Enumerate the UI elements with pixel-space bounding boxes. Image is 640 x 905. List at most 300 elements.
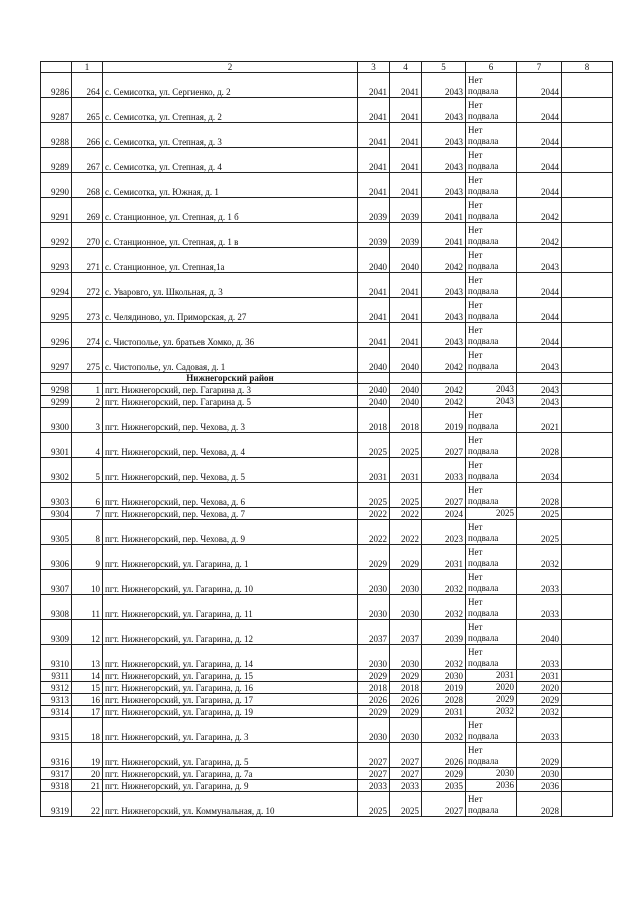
table-row xyxy=(41,620,613,645)
row-number: 14 xyxy=(72,670,103,682)
table-row xyxy=(41,73,613,98)
row-id: 9300 xyxy=(41,408,72,433)
empty-cell xyxy=(562,396,613,408)
year-cell: 2029 xyxy=(358,706,390,718)
year-cell: 2028 xyxy=(422,694,466,706)
empty-cell xyxy=(562,173,613,198)
year-cell: 2042 xyxy=(422,348,466,373)
year-cell: 2025 xyxy=(390,483,422,508)
year-cell: 2032 xyxy=(422,570,466,595)
year-cell: 2044 xyxy=(517,273,562,298)
basement-cell: 2025 xyxy=(466,508,517,520)
table-row xyxy=(41,645,613,670)
year-cell: 2027 xyxy=(390,743,422,768)
empty-cell xyxy=(562,508,613,520)
address-cell: пгт. Нижнегорский, ул. Гагарина, д. 19 xyxy=(103,706,358,718)
year-cell: 2027 xyxy=(390,768,422,780)
year-cell: 2025 xyxy=(358,433,390,458)
year-cell: 2042 xyxy=(517,198,562,223)
basement-cell: Нет подвала xyxy=(466,273,517,298)
year-cell: 2040 xyxy=(390,348,422,373)
table-row xyxy=(41,323,613,348)
address-cell: пгт. Нижнегорский, пер. Гагарина д. 5 xyxy=(103,396,358,408)
address-cell: пгт. Нижнегорский, ул. Гагарина, д. 9 xyxy=(103,780,358,792)
basement-cell: Нет подвала xyxy=(466,223,517,248)
row-id: 9305 xyxy=(41,520,72,545)
address-cell: с. Станционное, ул. Степная, д. 1 в xyxy=(103,223,358,248)
rows-before-district xyxy=(41,73,613,373)
year-cell: 2041 xyxy=(390,123,422,148)
basement-cell: Нет подвала xyxy=(466,595,517,620)
row-number: 1 xyxy=(72,384,103,396)
year-cell: 2019 xyxy=(422,408,466,433)
year-cell: 2037 xyxy=(358,620,390,645)
address-cell: пгт. Нижнегорский, пер. Чехова, д. 9 xyxy=(103,520,358,545)
empty-cell xyxy=(562,123,613,148)
header-cell: 5 xyxy=(422,62,466,73)
basement-cell: Нет подвала xyxy=(466,433,517,458)
year-cell: 2043 xyxy=(422,148,466,173)
table-row xyxy=(41,545,613,570)
year-cell: 2025 xyxy=(390,433,422,458)
empty-cell xyxy=(562,223,613,248)
address-cell: с. Семисотка, ул. Южная, д. 1 xyxy=(103,173,358,198)
year-cell: 2031 xyxy=(422,545,466,570)
year-cell: 2040 xyxy=(390,384,422,396)
year-cell: 2022 xyxy=(358,520,390,545)
empty-cell xyxy=(562,384,613,396)
address-cell: с. Семисотка, ул. Степная, д. 2 xyxy=(103,98,358,123)
year-cell: 2032 xyxy=(517,706,562,718)
table-row xyxy=(41,148,613,173)
year-cell: 2034 xyxy=(517,458,562,483)
empty-cell xyxy=(562,348,613,373)
address-cell: с. Станционное, ул. Степная, д. 1 б xyxy=(103,198,358,223)
year-cell: 2044 xyxy=(517,73,562,98)
table-row xyxy=(41,483,613,508)
row-number: 274 xyxy=(72,323,103,348)
year-cell: 2033 xyxy=(517,718,562,743)
year-cell: 2031 xyxy=(390,458,422,483)
empty-cell xyxy=(562,73,613,98)
year-cell: 2040 xyxy=(358,248,390,273)
year-cell: 2040 xyxy=(517,620,562,645)
row-number: 266 xyxy=(72,123,103,148)
year-cell: 2027 xyxy=(422,792,466,817)
year-cell: 2029 xyxy=(390,706,422,718)
row-id: 9308 xyxy=(41,595,72,620)
empty-cell xyxy=(562,198,613,223)
address-cell: пгт. Нижнегорский, пер. Чехова, д. 3 xyxy=(103,408,358,433)
empty-cell xyxy=(562,458,613,483)
year-cell: 2040 xyxy=(390,396,422,408)
table-row xyxy=(41,743,613,768)
row-number: 10 xyxy=(72,570,103,595)
basement-cell: Нет подвала xyxy=(466,148,517,173)
row-number: 275 xyxy=(72,348,103,373)
year-cell: 2043 xyxy=(422,273,466,298)
header-cell: 4 xyxy=(390,62,422,73)
address-cell: пгт. Нижнегорский, ул. Гагарина, д. 1 xyxy=(103,545,358,570)
address-cell: пгт. Нижнегорский, ул. Гагарина, д. 10 xyxy=(103,570,358,595)
row-id: 9315 xyxy=(41,718,72,743)
basement-cell: 2036 xyxy=(466,780,517,792)
year-cell: 2030 xyxy=(358,718,390,743)
empty-cell xyxy=(562,248,613,273)
row-number: 13 xyxy=(72,645,103,670)
basement-cell: Нет подвала xyxy=(466,298,517,323)
row-id: 9294 xyxy=(41,273,72,298)
year-cell: 2024 xyxy=(422,508,466,520)
row-number: 3 xyxy=(72,408,103,433)
row-id: 9314 xyxy=(41,706,72,718)
year-cell: 2033 xyxy=(517,570,562,595)
basement-cell: Нет подвала xyxy=(466,123,517,148)
row-id: 9298 xyxy=(41,384,72,396)
empty-cell xyxy=(562,694,613,706)
address-cell: пгт. Нижнегорский, ул. Гагарина, д. 15 xyxy=(103,670,358,682)
row-id: 9292 xyxy=(41,223,72,248)
year-cell: 2044 xyxy=(517,323,562,348)
year-cell: 2039 xyxy=(358,223,390,248)
row-id: 9309 xyxy=(41,620,72,645)
empty-cell xyxy=(562,323,613,348)
table-row xyxy=(41,248,613,273)
table-row xyxy=(41,348,613,373)
row-number: 4 xyxy=(72,433,103,458)
header-cell: 8 xyxy=(562,62,613,73)
basement-cell: Нет подвала xyxy=(466,570,517,595)
row-number: 20 xyxy=(72,768,103,780)
basement-cell: Нет подвала xyxy=(466,620,517,645)
basement-cell: Нет подвала xyxy=(466,645,517,670)
year-cell: 2025 xyxy=(517,520,562,545)
year-cell: 2018 xyxy=(390,408,422,433)
row-id: 9311 xyxy=(41,670,72,682)
header-cell: 1 xyxy=(72,62,103,73)
row-id: 9301 xyxy=(41,433,72,458)
row-id: 9291 xyxy=(41,198,72,223)
row-number: 269 xyxy=(72,198,103,223)
row-id: 9317 xyxy=(41,768,72,780)
address-cell: с. Семисотка, ул. Степная, д. 4 xyxy=(103,148,358,173)
empty-cell xyxy=(562,792,613,817)
year-cell: 2043 xyxy=(422,123,466,148)
basement-cell: Нет подвала xyxy=(466,483,517,508)
basement-cell: Нет подвала xyxy=(466,545,517,570)
empty-cell xyxy=(562,706,613,718)
year-cell: 2029 xyxy=(390,670,422,682)
year-cell: 2032 xyxy=(422,718,466,743)
year-cell: 2030 xyxy=(517,768,562,780)
year-cell: 2018 xyxy=(358,408,390,433)
basement-cell: Нет подвала xyxy=(466,248,517,273)
address-cell: пгт. Нижнегорский, ул. Гагарина, д. 14 xyxy=(103,645,358,670)
row-id: 9310 xyxy=(41,645,72,670)
year-cell: 2039 xyxy=(422,620,466,645)
year-cell: 2030 xyxy=(390,595,422,620)
basement-cell: Нет подвала xyxy=(466,792,517,817)
row-id: 9302 xyxy=(41,458,72,483)
year-cell: 2039 xyxy=(390,223,422,248)
empty-cell xyxy=(562,768,613,780)
year-cell: 2041 xyxy=(390,148,422,173)
row-number: 273 xyxy=(72,298,103,323)
address-cell: с. Чистополье, ул. Садовая, д. 1 xyxy=(103,348,358,373)
empty-cell xyxy=(562,780,613,792)
year-cell: 2027 xyxy=(422,483,466,508)
table-row xyxy=(41,718,613,743)
year-cell: 2023 xyxy=(422,520,466,545)
row-number: 7 xyxy=(72,508,103,520)
basement-cell: 2020 xyxy=(466,682,517,694)
year-cell: 2037 xyxy=(390,620,422,645)
year-cell: 2030 xyxy=(358,595,390,620)
row-id: 9287 xyxy=(41,98,72,123)
header-cell: 6 xyxy=(466,62,517,73)
table-row xyxy=(41,433,613,458)
empty-cell xyxy=(562,718,613,743)
basement-cell: Нет подвала xyxy=(466,348,517,373)
address-cell: пгт. Нижнегорский, ул. Гагарина, д. 7а xyxy=(103,768,358,780)
year-cell: 2029 xyxy=(517,743,562,768)
year-cell: 2031 xyxy=(517,670,562,682)
row-number: 16 xyxy=(72,694,103,706)
year-cell: 2044 xyxy=(517,148,562,173)
basement-cell: Нет подвала xyxy=(466,173,517,198)
row-number: 267 xyxy=(72,148,103,173)
row-id: 9307 xyxy=(41,570,72,595)
district-header-row xyxy=(41,373,613,384)
basement-cell: Нет подвала xyxy=(466,73,517,98)
address-cell: с. Семисотка, ул. Степная, д. 3 xyxy=(103,123,358,148)
row-id: 9290 xyxy=(41,173,72,198)
basement-cell: 2029 xyxy=(466,694,517,706)
year-cell: 2043 xyxy=(422,323,466,348)
year-cell: 2022 xyxy=(390,508,422,520)
table-row xyxy=(41,123,613,148)
basement-cell: Нет подвала xyxy=(466,323,517,348)
rows-after-district xyxy=(41,384,613,817)
row-id: 9318 xyxy=(41,780,72,792)
empty-cell xyxy=(562,433,613,458)
address-cell: пгт. Нижнегорский, ул. Гагарина, д. 11 xyxy=(103,595,358,620)
year-cell: 2041 xyxy=(358,148,390,173)
year-cell: 2043 xyxy=(517,384,562,396)
empty-cell xyxy=(562,273,613,298)
year-cell: 2026 xyxy=(390,694,422,706)
year-cell: 2025 xyxy=(358,483,390,508)
year-cell: 2044 xyxy=(517,298,562,323)
address-cell: с. Челядиново, ул. Приморская, д. 27 xyxy=(103,298,358,323)
year-cell: 2020 xyxy=(517,682,562,694)
year-cell: 2041 xyxy=(358,98,390,123)
table-row xyxy=(41,780,613,792)
table-row xyxy=(41,173,613,198)
empty-cell xyxy=(562,98,613,123)
empty-cell xyxy=(562,545,613,570)
basement-cell: Нет подвала xyxy=(466,743,517,768)
table-row xyxy=(41,792,613,817)
district-label: Нижнегорский район xyxy=(103,373,358,384)
empty-cell xyxy=(562,148,613,173)
year-cell: 2027 xyxy=(358,768,390,780)
year-cell: 2044 xyxy=(517,98,562,123)
row-number: 9 xyxy=(72,545,103,570)
empty-cell xyxy=(562,595,613,620)
year-cell: 2040 xyxy=(358,384,390,396)
row-number: 12 xyxy=(72,620,103,645)
year-cell: 2043 xyxy=(422,173,466,198)
year-cell: 2040 xyxy=(358,348,390,373)
year-cell: 2042 xyxy=(422,384,466,396)
row-number: 272 xyxy=(72,273,103,298)
basement-cell: 2043 xyxy=(466,396,517,408)
address-cell: пгт. Нижнегорский, пер. Чехова, д. 6 xyxy=(103,483,358,508)
address-cell: пгт. Нижнегорский, ул. Гагарина, д. 17 xyxy=(103,694,358,706)
row-number: 271 xyxy=(72,248,103,273)
year-cell: 2022 xyxy=(390,520,422,545)
table-row xyxy=(41,396,613,408)
year-cell: 2033 xyxy=(422,458,466,483)
table-row xyxy=(41,298,613,323)
table-row xyxy=(41,198,613,223)
table-row xyxy=(41,458,613,483)
year-cell: 2042 xyxy=(422,248,466,273)
year-cell: 2031 xyxy=(358,458,390,483)
table-row xyxy=(41,768,613,780)
row-number: 11 xyxy=(72,595,103,620)
row-number: 2 xyxy=(72,396,103,408)
basement-cell: 2031 xyxy=(466,670,517,682)
year-cell: 2041 xyxy=(358,323,390,348)
row-id: 9293 xyxy=(41,248,72,273)
row-id: 9312 xyxy=(41,682,72,694)
year-cell: 2027 xyxy=(358,743,390,768)
basement-cell: 2030 xyxy=(466,768,517,780)
year-cell: 2030 xyxy=(390,645,422,670)
basement-cell: Нет подвала xyxy=(466,98,517,123)
empty-cell xyxy=(562,483,613,508)
row-id: 9313 xyxy=(41,694,72,706)
year-cell: 2026 xyxy=(358,694,390,706)
row-number: 264 xyxy=(72,73,103,98)
basement-cell: Нет подвала xyxy=(466,718,517,743)
empty-cell xyxy=(562,620,613,645)
column-number-header xyxy=(41,62,613,73)
address-cell: с. Чистополье, ул. братьев Хомко, д. 36 xyxy=(103,323,358,348)
row-number: 17 xyxy=(72,706,103,718)
year-cell: 2043 xyxy=(422,98,466,123)
year-cell: 2040 xyxy=(390,248,422,273)
year-cell: 2042 xyxy=(517,223,562,248)
row-id: 9288 xyxy=(41,123,72,148)
year-cell: 2043 xyxy=(422,73,466,98)
year-cell: 2025 xyxy=(517,508,562,520)
address-cell: пгт. Нижнегорский, ул. Гагарина, д. 3 xyxy=(103,718,358,743)
year-cell: 2041 xyxy=(390,73,422,98)
year-cell: 2041 xyxy=(358,273,390,298)
table-row xyxy=(41,508,613,520)
table-row xyxy=(41,682,613,694)
year-cell: 2030 xyxy=(358,570,390,595)
table-row xyxy=(41,670,613,682)
empty-cell xyxy=(562,743,613,768)
housing-register-table xyxy=(40,61,613,817)
table-row xyxy=(41,223,613,248)
district-section xyxy=(41,373,613,384)
row-number: 6 xyxy=(72,483,103,508)
basement-cell: 2043 xyxy=(466,384,517,396)
row-id: 9303 xyxy=(41,483,72,508)
year-cell: 2042 xyxy=(422,396,466,408)
empty-cell xyxy=(562,520,613,545)
empty-cell xyxy=(562,670,613,682)
table-row xyxy=(41,595,613,620)
year-cell: 2030 xyxy=(422,670,466,682)
row-number: 8 xyxy=(72,520,103,545)
year-cell: 2021 xyxy=(517,408,562,433)
year-cell: 2031 xyxy=(422,706,466,718)
address-cell: пгт. Нижнегорский, пер. Чехова, д. 5 xyxy=(103,458,358,483)
year-cell: 2018 xyxy=(390,682,422,694)
row-number: 268 xyxy=(72,173,103,198)
year-cell: 2041 xyxy=(358,298,390,323)
year-cell: 2026 xyxy=(422,743,466,768)
year-cell: 2029 xyxy=(358,670,390,682)
table-row xyxy=(41,706,613,718)
year-cell: 2028 xyxy=(517,792,562,817)
year-cell: 2030 xyxy=(390,570,422,595)
year-cell: 2027 xyxy=(422,433,466,458)
address-cell: пгт. Нижнегорский, ул. Гагарина, д. 12 xyxy=(103,620,358,645)
year-cell: 2043 xyxy=(422,298,466,323)
address-cell: пгт. Нижнегорский, ул. Коммунальная, д. 10 xyxy=(103,792,358,817)
year-cell: 2032 xyxy=(517,545,562,570)
year-cell: 2025 xyxy=(358,792,390,817)
address-cell: пгт. Нижнегорский, пер. Гагарина д. 3 xyxy=(103,384,358,396)
address-cell: пгт. Нижнегорский, пер. Чехова, д. 4 xyxy=(103,433,358,458)
year-cell: 2039 xyxy=(358,198,390,223)
year-cell: 2032 xyxy=(422,595,466,620)
table-row xyxy=(41,520,613,545)
row-id: 9319 xyxy=(41,792,72,817)
year-cell: 2029 xyxy=(390,545,422,570)
header-cell: 2 xyxy=(103,62,358,73)
row-id: 9306 xyxy=(41,545,72,570)
year-cell: 2043 xyxy=(517,348,562,373)
row-id: 9304 xyxy=(41,508,72,520)
year-cell: 2025 xyxy=(390,792,422,817)
address-cell: с. Станционное, ул. Степная,1а xyxy=(103,248,358,273)
year-cell: 2043 xyxy=(517,396,562,408)
row-number: 21 xyxy=(72,780,103,792)
row-number: 19 xyxy=(72,743,103,768)
year-cell: 2033 xyxy=(517,595,562,620)
basement-cell: Нет подвала xyxy=(466,458,517,483)
year-cell: 2041 xyxy=(358,123,390,148)
address-cell: с. Уваровго, ул. Школьная, д. 3 xyxy=(103,273,358,298)
year-cell: 2028 xyxy=(517,433,562,458)
year-cell: 2041 xyxy=(390,298,422,323)
year-cell: 2044 xyxy=(517,123,562,148)
row-number: 18 xyxy=(72,718,103,743)
basement-cell: Нет подвала xyxy=(466,520,517,545)
year-cell: 2044 xyxy=(517,173,562,198)
table-row xyxy=(41,570,613,595)
year-cell: 2041 xyxy=(390,273,422,298)
year-cell: 2033 xyxy=(517,645,562,670)
